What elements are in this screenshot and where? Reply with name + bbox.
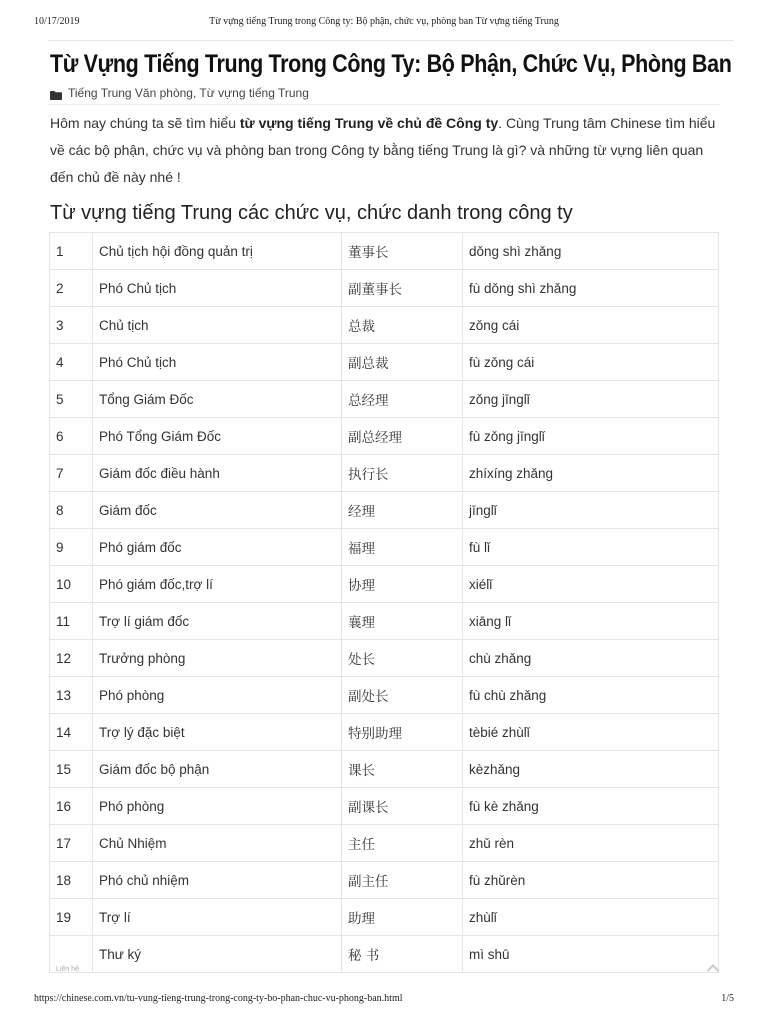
table-cell-vn: Trợ lý đặc biệt (93, 714, 342, 751)
table-cell-zh: 助理 (342, 899, 463, 936)
table-cell-pinyin: chù zhǎng (463, 640, 719, 677)
scroll-top-button[interactable] (704, 960, 722, 978)
table-cell-zh: 秘 书 (342, 936, 463, 973)
table-cell-num: 1 (50, 233, 93, 270)
article-categories (50, 86, 309, 100)
table-cell-zh: 执行长 (342, 455, 463, 492)
table-cell-vn: Phó phòng (93, 677, 342, 714)
table-cell-num: 19 (50, 899, 93, 936)
table-row (50, 418, 719, 455)
table-cell-zh: 主任 (342, 825, 463, 862)
table-cell-num: 13 (50, 677, 93, 714)
intro-keyword: từ vựng tiếng Trung về chủ đề Công ty (239, 115, 499, 131)
table-cell-pinyin: fù kè zhǎng (463, 788, 719, 825)
page-number: 1/5 (721, 993, 734, 1004)
table-cell-vn: Giám đốc (93, 492, 342, 529)
table-cell-zh: 协理 (342, 566, 463, 603)
table-row (50, 936, 719, 973)
table-cell-vn: Phó Tổng Giám Đốc (93, 418, 342, 455)
table-cell-zh: 副总裁 (342, 344, 463, 381)
table-cell-vn: Chủ tịch hội đồng quản trị (93, 233, 342, 270)
table-cell-num: 4 (50, 344, 93, 381)
table-cell-pinyin: fù zǒng jīnglǐ (463, 418, 719, 455)
table-cell-zh: 副总经理 (342, 418, 463, 455)
table-cell-pinyin: fù zhǔrèn (463, 862, 719, 899)
table-cell-vn: Thư ký (93, 936, 342, 973)
table-row (50, 233, 719, 270)
table-cell-pinyin: mì shū (463, 936, 719, 973)
table-row (50, 529, 719, 566)
table-cell-num: 8 (50, 492, 93, 529)
vocab-table-body (50, 233, 719, 973)
print-page-title: Từ vựng tiếng Trung trong Công ty: Bộ phận, chức vụ, phòng ban Từ vựng tiếng Trung (209, 16, 559, 27)
table-cell-vn: Chủ tịch (93, 307, 342, 344)
table-cell-zh: 董事长 (342, 233, 463, 270)
table-row (50, 492, 719, 529)
table-cell-zh: 副课长 (342, 788, 463, 825)
table-row (50, 862, 719, 899)
divider (48, 40, 734, 41)
table-cell-vn: Giám đốc điều hành (93, 455, 342, 492)
print-date: 10/17/2019 (34, 16, 80, 27)
table-row (50, 344, 719, 381)
table-cell-zh: 总裁 (342, 307, 463, 344)
table-cell-pinyin: zǒng jīnglǐ (463, 381, 719, 418)
table-cell-zh: 课长 (342, 751, 463, 788)
table-cell-num: 3 (50, 307, 93, 344)
table-cell-vn: Giám đốc bộ phận (93, 751, 342, 788)
vocab-table (49, 232, 719, 973)
table-row (50, 270, 719, 307)
table-cell-pinyin: xiāng lǐ (463, 603, 719, 640)
table-cell-num: 17 (50, 825, 93, 862)
table-cell-zh: 处长 (342, 640, 463, 677)
table-cell-vn: Phó chủ nhiệm (93, 862, 342, 899)
table-cell-vn: Tổng Giám Đốc (93, 381, 342, 418)
divider (48, 104, 720, 105)
table-cell-pinyin: dǒng shì zhǎng (463, 233, 719, 270)
table-row (50, 603, 719, 640)
intro-text: Hôm nay chúng ta sẽ tìm hiểu (50, 115, 240, 131)
table-cell-num: 5 (50, 381, 93, 418)
table-row (50, 788, 719, 825)
table-cell-zh: 副主任 (342, 862, 463, 899)
table-cell-zh: 副处长 (342, 677, 463, 714)
table-row (50, 381, 719, 418)
table-cell-num: 6 (50, 418, 93, 455)
table-row (50, 899, 719, 936)
intro-paragraph (50, 110, 720, 191)
table-cell-vn: Trợ lí (93, 899, 342, 936)
table-cell-pinyin: zhíxíng zhǎng (463, 455, 719, 492)
table-cell-pinyin: zhǔ rèn (463, 825, 719, 862)
table-cell-num: 12 (50, 640, 93, 677)
table-cell-vn: Phó Chủ tịch (93, 270, 342, 307)
table-cell-zh: 副董事长 (342, 270, 463, 307)
table-cell-zh: 襄理 (342, 603, 463, 640)
table-cell-vn: Phó Chủ tịch (93, 344, 342, 381)
table-cell-zh: 特别助理 (342, 714, 463, 751)
table-cell-zh: 福理 (342, 529, 463, 566)
intro-text: . Cùng Trung tâm Chinese tìm hiểu về các bộ phận, chức vụ và phòng ban trong Công ty bằng tiếng Trung là gì? và những từ vựng liên quan đến chủ đề này nhé ! (50, 115, 716, 185)
table-cell-pinyin: fù lǐ (463, 529, 719, 566)
table-cell-vn: Phó phòng (93, 788, 342, 825)
table-cell-pinyin: fù zǒng cái (463, 344, 719, 381)
table-cell-num: 15 (50, 751, 93, 788)
table-cell-zh: 总经理 (342, 381, 463, 418)
table-cell-pinyin: fù dǒng shì zhǎng (463, 270, 719, 307)
table-row (50, 714, 719, 751)
table-cell-pinyin: jīnglǐ (463, 492, 719, 529)
table-row (50, 455, 719, 492)
table-cell-vn: Phó giám đốc (93, 529, 342, 566)
table-cell-pinyin: kèzhǎng (463, 751, 719, 788)
article-title: Từ Vựng Tiếng Trung Trong Công Ty: Bộ Phận, Chức Vụ, Phòng Ban (50, 50, 732, 78)
table-cell-vn: Phó giám đốc,trợ lí (93, 566, 342, 603)
table-cell-pinyin: fù chù zhǎng (463, 677, 719, 714)
table-row (50, 566, 719, 603)
table-cell-num: 11 (50, 603, 93, 640)
print-footer (34, 993, 734, 1007)
contact-button[interactable]: Liên hệ (56, 966, 79, 973)
print-url: https://chinese.com.vn/tu-vung-tieng-trung-trong-cong-ty-bo-phan-chuc-vu-phong-ban.html (34, 993, 403, 1004)
table-row (50, 677, 719, 714)
table-cell-vn: Trưởng phòng (93, 640, 342, 677)
table-row (50, 640, 719, 677)
table-cell-num: 10 (50, 566, 93, 603)
table-row (50, 751, 719, 788)
table-cell-num: 9 (50, 529, 93, 566)
categories-link[interactable]: Tiếng Trung Văn phòng, Từ vựng tiếng Trung (68, 86, 309, 100)
table-cell-num: 7 (50, 455, 93, 492)
table-cell-num: 16 (50, 788, 93, 825)
table-cell-num: 2 (50, 270, 93, 307)
table-cell-pinyin: xiélǐ (463, 566, 719, 603)
table-cell-vn: Trợ lí giám đốc (93, 603, 342, 640)
table-cell-pinyin: tèbié zhùlǐ (463, 714, 719, 751)
table-cell-zh: 经理 (342, 492, 463, 529)
table-cell-pinyin: zhùlǐ (463, 899, 719, 936)
table-row (50, 307, 719, 344)
chevron-up-icon (706, 960, 720, 978)
section-heading: Từ vựng tiếng Trung các chức vụ, chức danh trong công ty (50, 202, 573, 224)
table-row (50, 825, 719, 862)
folder-icon (50, 89, 62, 98)
table-cell-vn: Chủ Nhiệm (93, 825, 342, 862)
print-header (34, 16, 734, 30)
table-cell-num: 14 (50, 714, 93, 751)
table-cell-num: 18 (50, 862, 93, 899)
table-cell-pinyin: zǒng cái (463, 307, 719, 344)
